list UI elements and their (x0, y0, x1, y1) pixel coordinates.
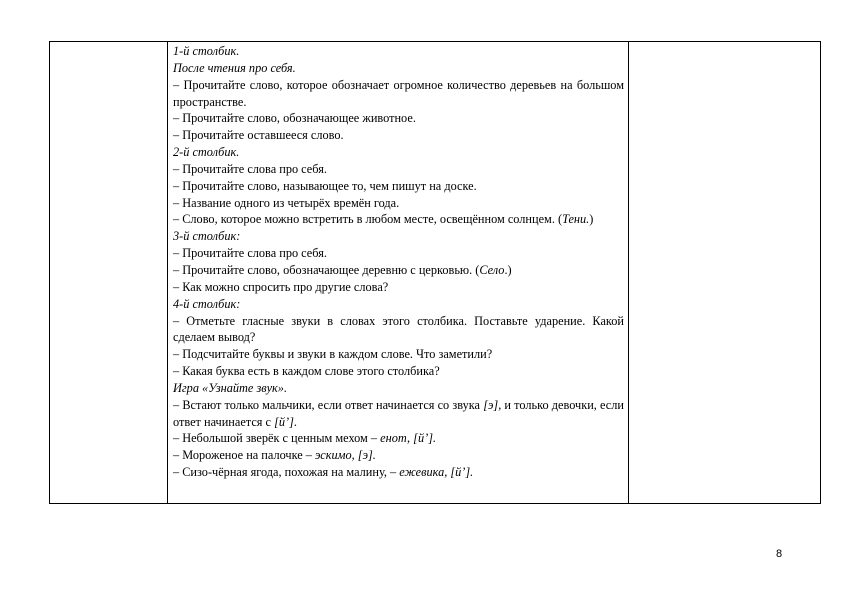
text: – Встают только мальчики, если ответ начинается со звука (173, 397, 484, 412)
content-line (173, 313, 624, 347)
content-line (173, 60, 624, 77)
content-line (173, 211, 624, 228)
italic-text: ежевика, [й’]. (399, 465, 474, 480)
text: – Слово, которое можно встретить в любом месте, освещённом солнцем. ( (173, 212, 563, 227)
text: – Небольшой зверёк с ценным мехом – (173, 431, 381, 446)
content-line (173, 110, 624, 127)
text: – Прочитайте слова про себя. (173, 246, 327, 261)
text: – Как можно спросить про другие слова? (173, 279, 389, 294)
italic-text: Игра «Узнайте звук». (173, 380, 288, 395)
text: – Прочитайте слова про себя. (173, 161, 327, 176)
text: – Сизо-чёрная ягода, похожая на малину, – (173, 465, 400, 480)
content-line (173, 161, 624, 178)
italic-text: После чтения про себя. (173, 60, 296, 75)
italic-text: 2-й столбик. (173, 145, 240, 160)
text: . (293, 414, 297, 429)
text: ) (589, 212, 594, 227)
text: , и только девочки, если ответ начинается с (173, 397, 624, 429)
lesson-table (49, 41, 821, 504)
content-line (173, 77, 624, 111)
text: – Прочитайте оставшееся слово. (173, 128, 344, 143)
lesson-content-cell (173, 43, 624, 481)
italic-text: [й’] (274, 414, 294, 429)
content-line (173, 43, 624, 60)
italic-text: 4-й столбик: (173, 296, 241, 311)
text: – Прочитайте слово, которое обозначает огромное количество деревьев на большом пространстве. (173, 77, 624, 109)
italic-text: эскимо, [э]. (315, 448, 376, 463)
content-line (173, 178, 624, 195)
content-line (173, 245, 624, 262)
text: – Мороженое на палочке – (173, 448, 316, 463)
content-line (173, 430, 624, 447)
italic-text: енот, [й’]. (380, 431, 437, 446)
italic-text: 1-й столбик. (173, 44, 240, 58)
content-line (173, 296, 624, 313)
content-line (173, 397, 624, 431)
content-line (173, 380, 624, 397)
content-line (173, 262, 624, 279)
italic-text: Село (479, 262, 505, 277)
content-line (173, 279, 624, 296)
text: – Какая буква есть в каждом слове этого столбика? (173, 364, 440, 379)
content-line (173, 464, 624, 481)
text: .) (504, 262, 512, 277)
italic-text: [э] (483, 397, 499, 412)
text: – Прочитайте слово, называющее то, чем пишут на доске. (173, 178, 477, 193)
text: – Прочитайте слово, обозначающее животное. (173, 111, 416, 126)
content-line (173, 447, 624, 464)
column-divider (167, 42, 168, 503)
content-line (173, 195, 624, 212)
page-number: 8 (776, 548, 783, 560)
content-line (173, 127, 624, 144)
column-divider (628, 42, 629, 503)
content-line (173, 346, 624, 363)
content-line (173, 363, 624, 380)
italic-text: Тени. (562, 212, 590, 227)
italic-text: 3-й столбик: (173, 229, 241, 244)
content-line (173, 228, 624, 245)
content-line (173, 144, 624, 161)
text: – Название одного из четырёх времён года. (173, 195, 400, 210)
text: – Отметьте гласные звуки в словах этого столбика. Поставьте ударение. Какой сделаем вывод? (173, 313, 624, 345)
text: – Подсчитайте буквы и звуки в каждом слове. Что заметили? (173, 347, 493, 362)
text: – Прочитайте слово, обозначающее деревню с церковью. ( (173, 262, 480, 277)
